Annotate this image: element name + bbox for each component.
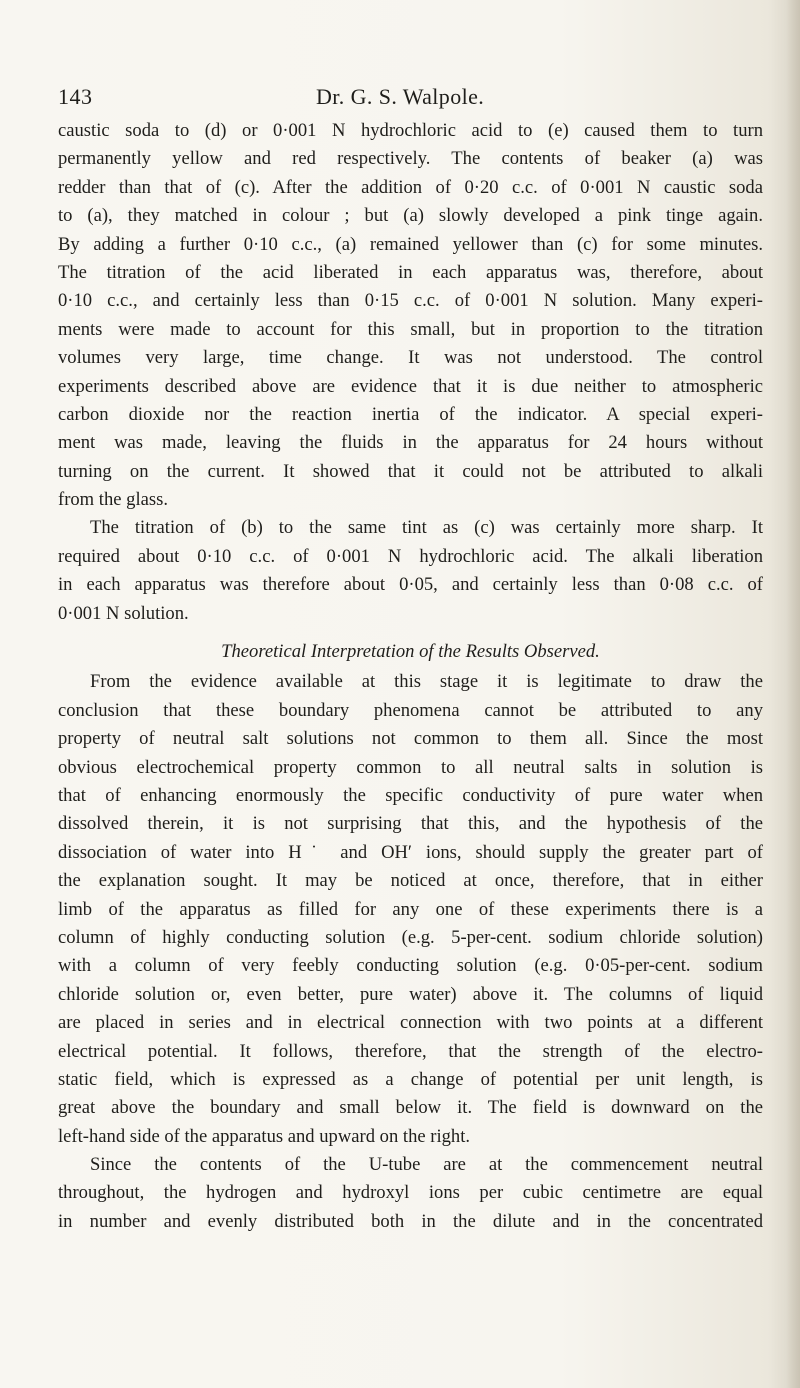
text-line: that of enhancing enormously the specific conductivity of pure water when xyxy=(58,784,763,806)
text-line: volumes very large, time change. It was not understood. The control xyxy=(58,347,763,369)
text-line: 0·10 c.c., and certainly less than 0·15 c.c. of 0·001 N solution. Many experi- xyxy=(58,290,763,312)
text-line: in number and evenly distributed both in the dilute and in the concentrated xyxy=(58,1210,763,1232)
text-line: left-hand side of the apparatus and upward on the right. xyxy=(58,1125,471,1147)
text-line: required about 0·10 c.c. of 0·001 N hydrochloric acid. The alkali liberation xyxy=(58,545,763,567)
text-line: From the evidence available at this stage it is legitimate to draw the xyxy=(90,671,763,693)
text-line: turning on the current. It showed that it could not be attributed to alkali xyxy=(58,460,763,482)
body-text xyxy=(58,117,763,1236)
text-line: 0·001 N solution. xyxy=(58,602,189,624)
text-line: experiments described above are evidence that it is due neither to atmospheric xyxy=(58,375,763,397)
text-line: electrical potential. It follows, therefore, that the strength of the electro- xyxy=(58,1040,763,1062)
text-line: to (a), they matched in colour ; but (a) slowly developed a pink tinge again. xyxy=(58,205,763,227)
paragraph-2 xyxy=(58,514,763,628)
text-line: By adding a further 0·10 c.c., (a) remained yellower than (c) for some minutes. xyxy=(58,233,763,255)
text-line: from the glass. xyxy=(58,489,168,511)
text-line: limb of the apparatus as filled for any one of these experiments there is a xyxy=(58,898,763,920)
text-line: static field, which is expressed as a change of potential per unit length, is xyxy=(58,1068,763,1090)
text-line: in each apparatus was therefore about 0·05, and certainly less than 0·08 c.c. of xyxy=(58,574,763,596)
paragraph-1 xyxy=(58,117,763,514)
text-line: great above the boundary and small below it. The field is downward on the xyxy=(58,1097,763,1119)
text-line: permanently yellow and red respectively. The contents of beaker (a) was xyxy=(58,148,763,170)
text-line: ment was made, leaving the fluids in the apparatus for 24 hours without xyxy=(58,432,763,454)
text-line: ments were made to account for this small, but in proportion to the titration xyxy=(58,318,763,340)
text-line: are placed in series and in electrical connection with two points at a different xyxy=(58,1012,763,1034)
text-line: chloride solution or, even better, pure water) above it. The columns of liquid xyxy=(58,983,763,1005)
text-line: conclusion that these boundary phenomena cannot be attributed to any xyxy=(58,699,763,721)
paragraph-3 xyxy=(58,668,763,1151)
text-line: throughout, the hydrogen and hydroxyl ions per cubic centimetre are equal xyxy=(58,1182,763,1204)
page-number: 143 xyxy=(58,84,93,109)
text-line: redder than that of (c). After the addition of 0·20 c.c. of 0·001 N caustic soda xyxy=(58,176,763,198)
text-line: with a column of very feebly conducting solution (e.g. 0·05-per-cent. sodium xyxy=(58,955,763,977)
text-line: caustic soda to (d) or 0·001 N hydrochloric acid to (e) caused them to turn xyxy=(58,120,763,141)
text-line: dissociation of water into H˙ and OH′ ions, should supply the greater part of xyxy=(58,841,763,863)
text-line: The titration of (b) to the same tint as (c) was certainly more sharp. It xyxy=(90,517,763,539)
paragraph-4 xyxy=(58,1151,763,1236)
text-line: property of neutral salt solutions not common to them all. Since the most xyxy=(58,728,763,750)
section-heading: Theoretical Interpretation of the Results Observed. xyxy=(221,641,600,663)
running-head: Dr. G. S. Walpole. xyxy=(316,84,485,109)
text-line: Since the contents of the U-tube are at the commencement neutral xyxy=(90,1154,763,1176)
text-line: the explanation sought. It may be noticed at once, therefore, that in either xyxy=(58,870,763,892)
page-header xyxy=(58,84,758,114)
text-line: column of highly conducting solution (e.g. 5-per-cent. sodium chloride solution) xyxy=(58,926,763,948)
text-line: The titration of the acid liberated in each apparatus was, therefore, about xyxy=(58,261,763,283)
text-line: obvious electrochemical property common to all neutral salts in solution is xyxy=(58,756,763,778)
text-line: dissolved therein, it is not surprising that this, and the hypothesis of the xyxy=(58,813,763,835)
text-line: carbon dioxide nor the reaction inertia of the indicator. A special experi- xyxy=(58,403,763,425)
page-edge-shadow xyxy=(786,0,800,1388)
